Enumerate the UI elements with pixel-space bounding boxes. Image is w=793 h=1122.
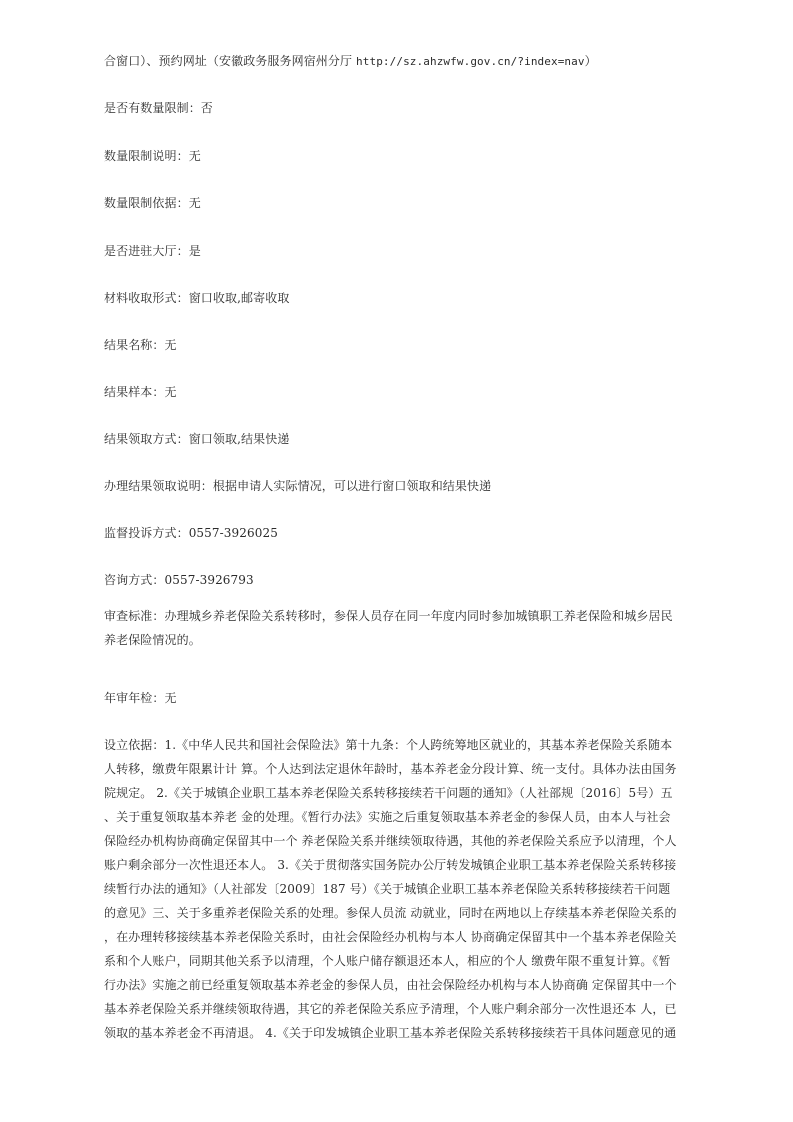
appointment-url-suffix: ） xyxy=(584,54,597,68)
consult-contact-text: 咨询方式：0557-3926793 xyxy=(104,573,254,587)
appointment-url-line xyxy=(104,53,597,70)
legal-basis-line: 基本养老保险关系并继续领取待遇，其它的养老保险关系应予清理，个人账户剩余部分一次性退还本 人，已 xyxy=(104,1002,677,1016)
review-standard-paragraph xyxy=(104,608,690,656)
quantity-limit-text: 是否有数量限制：否 xyxy=(104,101,213,115)
legal-basis-line: 设立依据：1.《中华人民共和国社会保险法》第十九条：个人跨统筹地区就业的，其基本养老保险关系随本 xyxy=(104,738,673,752)
annual-review-text: 年审年检：无 xyxy=(104,691,177,705)
legal-basis-paragraph xyxy=(104,737,690,1049)
in-hall-text: 是否进驻大厅：是 xyxy=(104,244,201,258)
result-pickup-description-text: 办理结果领取说明：根据申请人实际情况，可以进行窗口领取和结果快递 xyxy=(104,479,492,493)
review-standard-line: 养老保险情况的。 xyxy=(104,633,201,647)
legal-basis-line: 保险经办机构协商确定保留其中一个 养老保险关系并继续领取待遇，其他的养老保险关系应予以清理，个人 xyxy=(104,834,677,848)
quantity-limit-basis-text: 数量限制依据：无 xyxy=(104,196,201,210)
quantity-limit-description-text: 数量限制说明：无 xyxy=(104,149,201,163)
appointment-url-link[interactable]: http://sz.ahzwfw.gov.cn/?index=nav xyxy=(356,55,585,68)
complaint-contact-text: 监督投诉方式：0557-3926025 xyxy=(104,526,278,540)
legal-basis-line: ，在办理转移接续基本养老保险关系时，由社会保险经办机构与本人 协商确定保留其中一个基本养老保险关 xyxy=(104,930,677,944)
legal-basis-line: 行办法》实施之前已经重复领取基本养老金的参保人员，由社会保险经办机构与本人协商确 定保留其中一个 xyxy=(104,978,677,992)
appointment-url-prefix: 合窗口）、预约网址（安徽政务服务网宿州分厅 xyxy=(104,54,357,68)
legal-basis-line: 续暂行办法的通知》（人社部发〔2009〕187 号）《关于城镇企业职工基本养老保险关系转移接续若干问题 xyxy=(104,882,671,896)
material-form-text: 材料收取形式：窗口收取,邮寄收取 xyxy=(104,291,290,305)
result-name-text: 结果名称：无 xyxy=(104,338,177,352)
legal-basis-line: 系和个人账户，同期其他关系予以清理，个人账户储存额退还本人，相应的个人 缴费年限不重复计算。《暂 xyxy=(104,954,671,968)
legal-basis-line: 账户剩余部分一次性退还本人。 3.《关于贯彻落实国务院办公厅转发城镇企业职工基本养老保险关系转移接 xyxy=(104,858,677,872)
legal-basis-line: 人转移，缴费年限累计计 算。个人达到法定退休年龄时，基本养老金分段计算、统一支付。具体办法由国务 xyxy=(104,762,677,776)
result-pickup-text: 结果领取方式：窗口领取,结果快递 xyxy=(104,432,290,446)
legal-basis-line: 领取的基本养老金不再清退。 4.《关于印发城镇企业职工基本养老保险关系转移接续若干具体问题意见的通 xyxy=(104,1026,677,1040)
result-sample-text: 结果样本：无 xyxy=(104,385,177,399)
legal-basis-line: 院规定。 2.《关于城镇企业职工基本养老保险关系转移接续若干问题的通知》（人社部规〔2016〕5号）五 xyxy=(104,786,673,800)
legal-basis-line: 、关于重复领取基本养老 金的处理。《暂行办法》实施之后重复领取基本养老金的参保人员，由本人与社会 xyxy=(104,810,671,824)
legal-basis-line: 的意见》三、关于多重养老保险关系的处理。参保人员流 动就业，同时在两地以上存续基本养老保险关系的 xyxy=(104,906,677,920)
review-standard-line: 审查标准：办理城乡养老保险关系转移时，参保人员存在同一年度内同时参加城镇职工养老保险和城乡居民 xyxy=(104,609,673,623)
